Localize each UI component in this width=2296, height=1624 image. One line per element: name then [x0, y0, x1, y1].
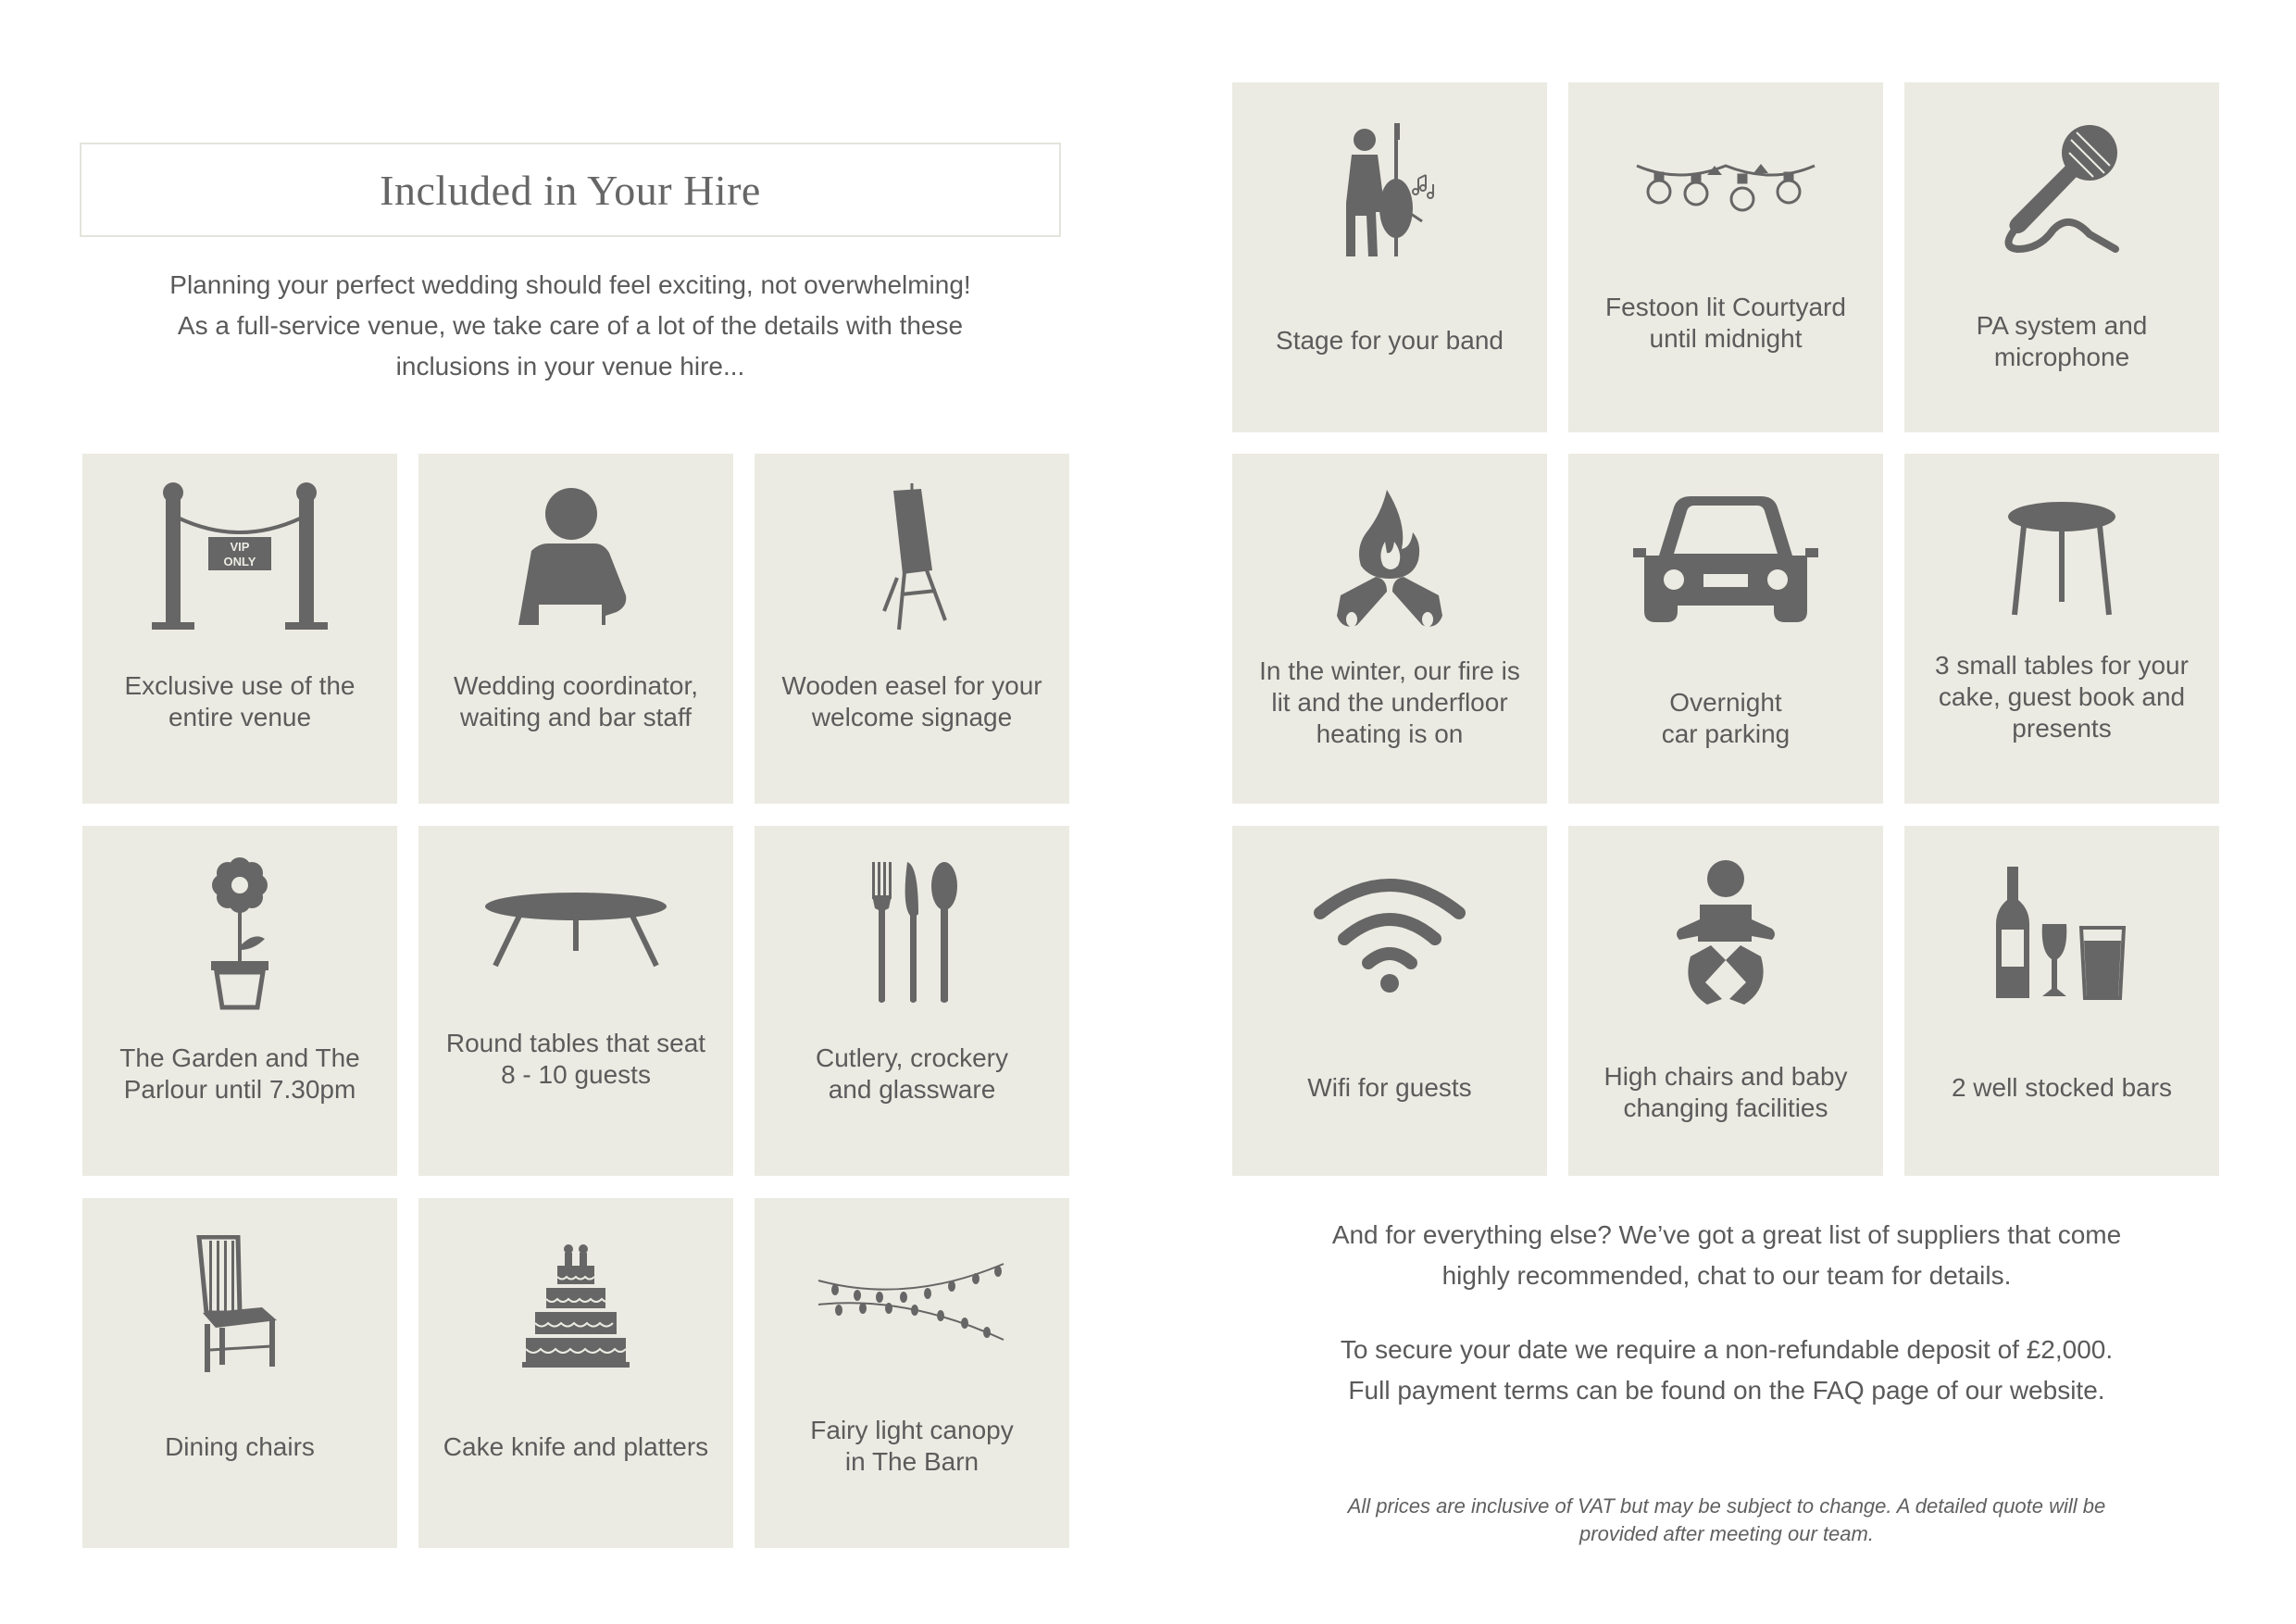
baby-icon [1670, 858, 1781, 1006]
tile-caption: Wedding coordinator, waiting and bar staff [453, 671, 699, 731]
intro-text [80, 265, 1061, 387]
cellist-icon [1329, 119, 1450, 258]
tile-caption: High chairs and baby changing facilities [1603, 1062, 1848, 1122]
festoon-lights-icon [1633, 147, 1818, 231]
bottle-glasses-icon [1992, 863, 2131, 1002]
tile-caption: Wooden easel for your welcome signage [781, 671, 1042, 731]
round-table-icon [479, 886, 673, 979]
small-table-icon [2002, 500, 2122, 620]
suppliers-text: And for everything else? We’ve got a great list of suppliers that come highly recommended, chat to our team for details. [1331, 1220, 2122, 1290]
tile-wooden-easel [755, 454, 1069, 804]
tile-stage-band [1232, 82, 1547, 432]
cutlery-icon [861, 858, 963, 1006]
tile-fairy-light-canopy [755, 1198, 1069, 1548]
tile-car-parking [1568, 454, 1883, 804]
microphone-icon [1997, 119, 2127, 258]
tile-caption: Cutlery, crockery and glassware [816, 1043, 1008, 1104]
tile-baby-facilities [1568, 826, 1883, 1176]
tile-bars [1904, 826, 2219, 1176]
tile-caption: Stage for your band [1276, 326, 1504, 355]
tile-caption: Festoon lit Courtyard until midnight [1605, 293, 1846, 353]
tile-cake-knife [418, 1198, 733, 1548]
tile-dining-chairs [82, 1198, 397, 1548]
tile-caption: The Garden and The Parlour until 7.30pm [119, 1043, 360, 1104]
easel-icon [866, 481, 958, 639]
svg-text:ONLY: ONLY [223, 555, 256, 568]
fire-icon [1329, 486, 1450, 634]
disclaimer-text: All prices are inclusive of VAT but may be subject to change. A detailed quote will be provided after meeting our team. [1347, 1494, 2106, 1545]
page-title: Included in Your Hire [380, 166, 761, 214]
tile-caption: Dining chairs [165, 1432, 315, 1461]
fairy-lights-icon [815, 1258, 1009, 1351]
intro-line: inclusions in your venue hire... [395, 352, 745, 381]
svg-text:VIP: VIP [230, 540, 250, 554]
tile-caption: 3 small tables for your cake, guest book and presents [1935, 651, 2189, 743]
tile-exclusive-use [82, 454, 397, 804]
title-box [80, 143, 1061, 237]
tile-caption: 2 well stocked bars [1951, 1073, 2173, 1102]
tile-caption: Fairy light canopy in The Barn [810, 1416, 1014, 1476]
flower-pot-icon [198, 854, 281, 1011]
tile-caption: Overnight car parking [1661, 688, 1791, 748]
car-icon [1633, 491, 1818, 630]
cake-icon [520, 1240, 631, 1369]
tile-cutlery [755, 826, 1069, 1176]
tile-caption: Exclusive use of the entire venue [124, 671, 356, 731]
tile-garden-parlour [82, 826, 397, 1176]
tile-round-tables [418, 826, 733, 1176]
tile-caption: Wifi for guests [1307, 1073, 1472, 1102]
tile-pa-system [1904, 82, 2219, 432]
tile-wifi [1232, 826, 1547, 1176]
deposit-text: To secure your date we require a non-refundable deposit of £2,000. Full payment terms can be found on the FAQ page of our website. [1340, 1335, 2114, 1405]
tile-festoon-courtyard [1568, 82, 1883, 432]
tile-caption: Round tables that seat 8 - 10 guests [445, 1029, 706, 1089]
tile-small-tables [1904, 454, 2219, 804]
intro-line: As a full-service venue, we take care of a lot of the details with these [177, 311, 964, 340]
chair-icon [193, 1235, 286, 1374]
person-icon [511, 486, 641, 634]
intro-line: Planning your perfect wedding should feel exciting, not overwhelming! [169, 270, 971, 299]
wifi-icon [1311, 872, 1468, 993]
tile-caption: Cake knife and platters [443, 1432, 709, 1461]
tile-fire-heating [1232, 454, 1547, 804]
tile-caption: PA system and microphone [1976, 311, 2148, 371]
vip-rope-icon [143, 481, 337, 639]
tile-wedding-coordinator [418, 454, 733, 804]
tile-caption: In the winter, our fire is lit and the underfloor heating is on [1259, 656, 1520, 748]
